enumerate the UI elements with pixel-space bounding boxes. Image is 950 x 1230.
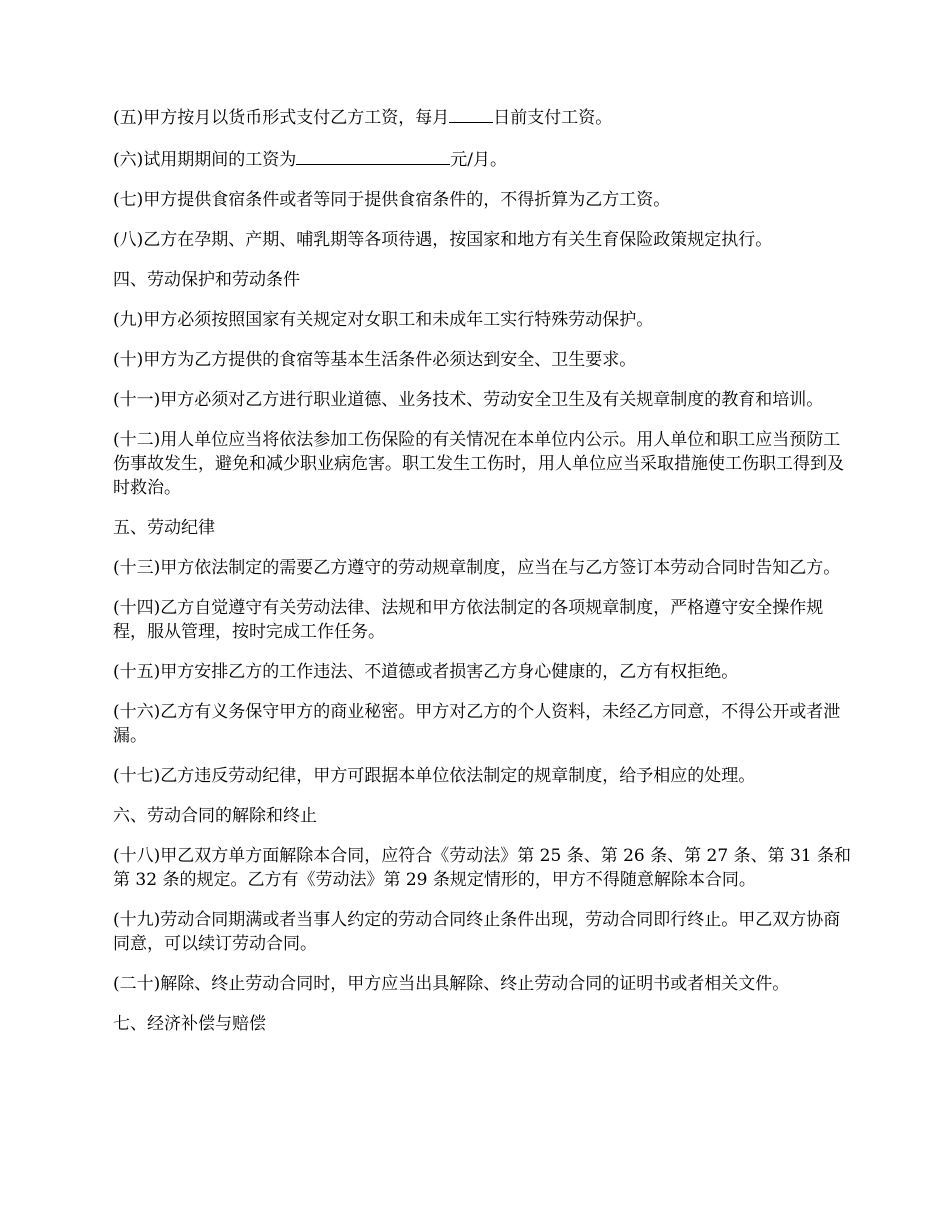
clause-15: (十五)甲方安排乙方的工作违法、不道德或者损害乙方身心健康的，乙方有权拒绝。 xyxy=(113,662,739,682)
clause-6 xyxy=(113,146,853,172)
section-heading-4: 四、劳动保护和劳动条件 xyxy=(113,270,300,290)
clause-5 xyxy=(113,104,853,130)
clause-5-text: (五)甲方按月以货币形式支付乙方工资，每月 xyxy=(113,108,450,128)
document-page xyxy=(113,104,853,1052)
clause-6-text-end: 元/月。 xyxy=(450,150,507,170)
clause-10: (十)甲方为乙方提供的食宿等基本生活条件必须达到安全、卫生要求。 xyxy=(113,350,637,370)
clause-17: (十七)乙方违反劳动纪律，甲方可跟据本单位依法制定的规章制度，给予相应的处理。 xyxy=(113,766,756,786)
clause-6-text: (六)试用期期间的工资为 xyxy=(113,150,297,170)
clause-19: (十九)劳动合同期满或者当事人约定的劳动合同终止条件出现，劳动合同即行终止。甲乙双方协商同意，可以续订劳动合同。 xyxy=(113,910,841,954)
clause-13: (十三)甲方依法制定的需要乙方遵守的劳动规章制度，应当在与乙方签订本劳动合同时告知乙方。 xyxy=(113,558,841,578)
clause-8: (八)乙方在孕期、产期、哺乳期等各项待遇，按国家和地方有关生育保险政策规定执行。 xyxy=(113,230,773,250)
clause-20: (二十)解除、终止劳动合同时，甲方应当出具解除、终止劳动合同的证明书或者相关文件。 xyxy=(113,974,790,994)
pay-day-blank[interactable] xyxy=(449,104,493,123)
clause-11: (十一)甲方必须对乙方进行职业道德、业务技术、劳动安全卫生及有关规章制度的教育和培训。 xyxy=(113,390,824,410)
probation-wage-blank[interactable] xyxy=(296,146,450,165)
clause-16: (十六)乙方有义务保守甲方的商业秘密。甲方对乙方的个人资料，未经乙方同意，不得公开或者泄漏。 xyxy=(113,702,841,746)
clause-7: (七)甲方提供食宿条件或者等同于提供食宿条件的，不得折算为乙方工资。 xyxy=(113,190,671,210)
clause-5-text-end: 日前支付工资。 xyxy=(493,108,613,128)
clause-9: (九)甲方必须按照国家有关规定对女职工和未成年工实行特殊劳动保护。 xyxy=(113,310,654,330)
clause-12: (十二)用人单位应当将依法参加工伤保险的有关情况在本单位内公示。用人单位和职工应当预防工伤事故发生，避免和减少职业病危害。职工发生工伤时，用人单位应当采取措施使工伤职工得到及时救治。 xyxy=(113,430,844,498)
clause-18: (十八)甲乙双方单方面解除本合同，应符合《劳动法》第 25 条、第 26 条、第 27 条、第 31 条和第 32 条的规定。乙方有《劳动法》第 29 条规定情形的，甲方不得随意解除本合同。 xyxy=(113,846,852,890)
section-heading-5: 五、劳动纪律 xyxy=(113,518,215,538)
section-heading-7: 七、经济补偿与赔偿 xyxy=(113,1014,266,1034)
section-heading-6: 六、劳动合同的解除和终止 xyxy=(113,806,317,826)
clause-14: (十四)乙方自觉遵守有关劳动法律、法规和甲方依法制定的各项规章制度，严格遵守安全操作规程，服从管理，按时完成工作任务。 xyxy=(113,598,824,642)
